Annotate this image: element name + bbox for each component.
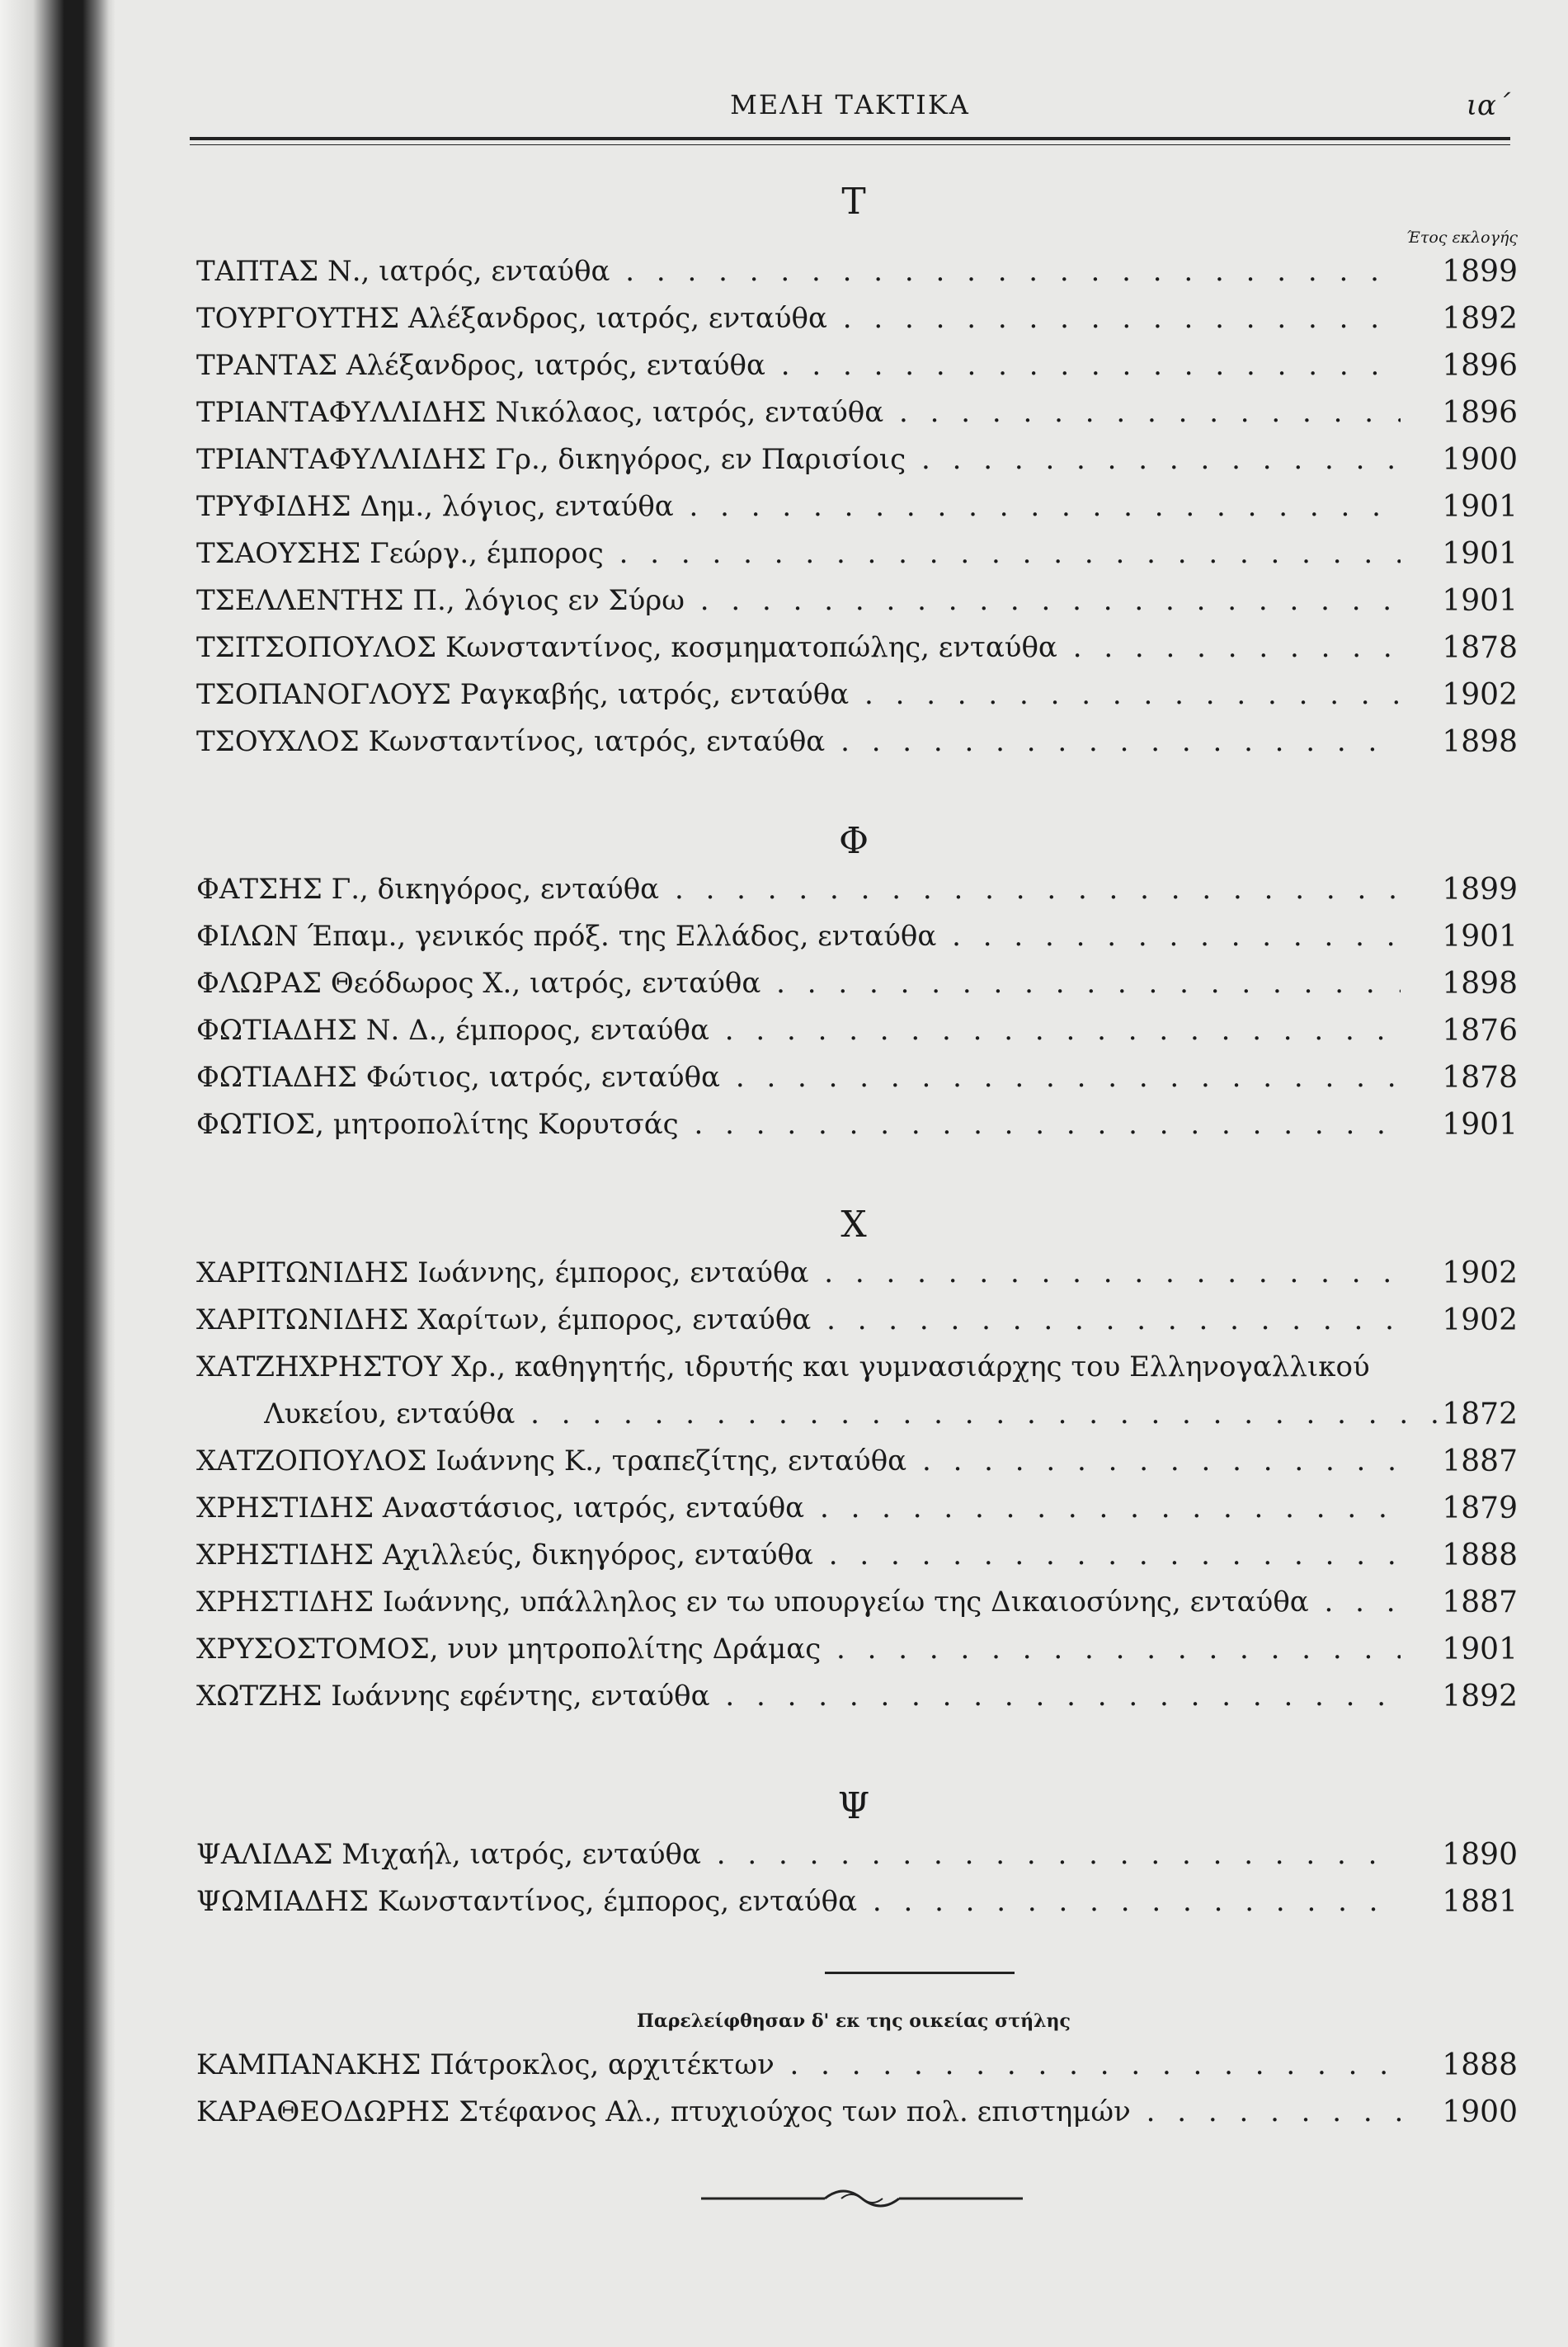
book-spine-shadow [0,0,115,2347]
page-number: ια΄ [1466,89,1510,122]
entry-year: 1901 [1442,584,1518,618]
entry-text: ΤΣΙΤΣΟΠΟΥΛΟΣ Κωνσταντίνος, κοσμηματοπώλης, ενταύθα . . . [196,624,1401,672]
list-item [190,530,1518,577]
entry-year: 1901 [1442,1108,1518,1142]
entry-text: ΤΡΥΦΙΔΗΣ Δημ., λόγιος, ενταύθα . . . [196,483,1401,530]
entry-text: ΨΑΛΙΔΑΣ Μιχαήλ, ιατρός, ενταύθα . . . [196,1831,1401,1878]
entry-text: ΧΑΡΙΤΩΝΙΔΗΣ Χαρίτων, έμπορος, ενταύθα . . . [196,1297,1401,1344]
entry-text: ΚΑΜΠΑΝΑΚΗΣ Πάτροκλος, αρχιτέκτων . . . [196,2042,1401,2089]
list-item [190,1438,1518,1485]
list-item [190,1673,1518,1720]
tailpiece-ornament [701,2186,1023,2211]
entry-year: 1872 [1442,1397,1518,1431]
list-item [190,1831,1518,1878]
section-divider [825,1972,1015,1974]
entry-text: ΧΩΤΖΗΣ Ιωάννης εφέντης, ενταύθα . . . [196,1673,1401,1720]
list-item [190,436,1518,483]
entry-text: ΧΡΗΣΤΙΔΗΣ Ιωάννης, υπάλληλος εν τω υπουργείω της Δικαιοσύνης, ενταύθα . . . [196,1579,1401,1626]
entry-year: 1878 [1442,631,1518,665]
list-item [190,1054,1518,1101]
entry-year: 1896 [1442,349,1518,383]
list-item [190,1878,1518,1925]
entry-year: 1879 [1442,1492,1518,1525]
entry-text: ΧΡΗΣΤΙΔΗΣ Αναστάσιος, ιατρός, ενταύθα . . . [196,1485,1401,1532]
list-item [190,1297,1518,1344]
list-item [190,248,1518,295]
section-psi [190,1782,1518,1925]
list-item [190,1007,1518,1054]
entry-year: 1899 [1442,873,1518,907]
section-letter: Φ [838,820,869,862]
entry-text: ΤΟΥΡΓΟΥΤΗΣ Αλέξανδρος, ιατρός, ενταύθα . . . [196,295,1401,342]
entry-text: ΧΡΥΣΟΣΤΟΜΟΣ, νυν μητροπολίτης Δράμας . . . [196,1626,1401,1673]
entry-year: 1902 [1442,1256,1518,1290]
list-item [190,1101,1518,1148]
list-item [190,1344,1518,1391]
entry-text: ΤΡΑΝΤΑΣ Αλέξανδρος, ιατρός, ενταύθα . . . [196,342,1401,389]
section-letter: Χ [841,1204,867,1246]
list-item [190,295,1518,342]
header-title: ΜΕΛΗ ΤΑΚΤΙΚΑ [730,89,970,120]
list-item [190,483,1518,530]
entry-text: ΧΑΤΖΟΠΟΥΛΟΣ Ιωάννης Κ., τραπεζίτης, ενταύθα . . . [196,1438,1401,1485]
entry-text: ΦΛΩΡΑΣ Θεόδωρος Χ., ιατρός, ενταύθα . . . [196,960,1401,1007]
entry-text: ΤΡΙΑΝΤΑΦΥΛΛΙΔΗΣ Νικόλαος, ιατρός, ενταύθα . . . [196,389,1401,436]
entry-year: 1901 [1442,1633,1518,1666]
list-item [190,389,1518,436]
header-double-rule [190,137,1510,145]
list-item [190,2089,1518,2136]
list-item [190,672,1518,719]
year-column-label: Έτος εκλογής [1406,229,1518,247]
entry-year: 1899 [1442,255,1518,289]
list-item [190,577,1518,624]
entry-text: ΤΡΙΑΝΤΑΦΥΛΛΙΔΗΣ Γρ., δικηγόρος, εν Παρισίοις . . . [196,436,1401,483]
entry-text: ΦΑΤΣΗΣ Γ., δικηγόρος, ενταύθα . . . [196,866,1401,913]
entry-text: ΧΡΗΣΤΙΔΗΣ Αχιλλεύς, δικηγόρος, ενταύθα . . . [196,1532,1401,1579]
entry-text: ΦΩΤΙΟΣ, μητροπολίτης Κορυτσάς . . . [196,1101,1401,1148]
list-item [190,1250,1518,1297]
section-tau [190,177,1518,766]
entry-text: ΦΩΤΙΑΔΗΣ Ν. Δ., έμπορος, ενταύθα . . . [196,1007,1401,1054]
list-item [190,342,1518,389]
entry-year: 1888 [1442,2048,1518,2082]
omitted-heading: Παρελείφθησαν δ' εκ της οικείας στήλης [637,2010,1071,2032]
entry-year: 1901 [1442,490,1518,524]
entry-text: ΤΣΟΥΧΛΟΣ Κωνσταντίνος, ιατρός, ενταύθα . . . [196,719,1401,766]
entry-year: 1896 [1442,396,1518,430]
entry-year: 1898 [1442,967,1518,1001]
list-item [190,2042,1518,2089]
section-letter: Ψ [837,1785,870,1827]
entry-year: 1876 [1442,1014,1518,1048]
entry-text: ΤΣΕΛΛΕΝΤΗΣ Π., λόγιος εν Σύρω . . . [196,577,1401,624]
entry-text: ΨΩΜΙΑΔΗΣ Κωνσταντίνος, έμπορος, ενταύθα . . . [196,1878,1401,1925]
list-item [190,913,1518,960]
entry-text: ΧΑΤΖΗΧΡΗΣΤΟΥ Χρ., καθηγητής, ιδρυτής και γυμνασιάρχης του Ελληνογαλλικού [196,1350,1370,1383]
entry-text: ΤΣΟΠΑΝΟΓΛΟΥΣ Ραγκαβής, ιατρός, ενταύθα . . . [196,672,1401,719]
entry-year: 1887 [1442,1586,1518,1619]
list-item [190,624,1518,672]
entry-year: 1890 [1442,1838,1518,1872]
running-header [190,89,1510,122]
entry-year: 1888 [1442,1539,1518,1572]
entry-text: ΧΑΡΙΤΩΝΙΔΗΣ Ιωάννης, έμπορος, ενταύθα . . . [196,1250,1401,1297]
entry-year: 1902 [1442,678,1518,712]
list-item-continuation [190,1391,1518,1438]
entry-year: 1902 [1442,1303,1518,1337]
entry-year: 1898 [1442,725,1518,759]
section-letter: Τ [841,181,866,223]
entry-year: 1878 [1442,1061,1518,1095]
entry-text: ΦΩΤΙΑΔΗΣ Φώτιος, ιατρός, ενταύθα . . . [196,1054,1401,1101]
list-item [190,1532,1518,1579]
list-item [190,1579,1518,1626]
entry-text: ΚΑΡΑΘΕΟΔΩΡΗΣ Στέφανος Αλ., πτυχιούχος των πολ. επιστημών . . . [196,2089,1401,2136]
entry-text: Λυκείου, ενταύθα . . . [264,1391,1468,1438]
entry-text: ΦΙΛΩΝ Έπαμ., γενικός πρόξ. της Ελλάδος, ενταύθα . . . [196,913,1401,960]
entry-year: 1887 [1442,1444,1518,1478]
omitted-entries [190,2042,1518,2136]
entry-year: 1892 [1442,1680,1518,1713]
list-item [190,1485,1518,1532]
list-item [190,719,1518,766]
entry-year: 1901 [1442,920,1518,954]
list-item [190,960,1518,1007]
entry-year: 1901 [1442,537,1518,571]
entry-year: 1900 [1442,443,1518,477]
section-phi [190,817,1518,1148]
entry-year: 1892 [1442,302,1518,336]
entry-text: ΤΑΠΤΑΣ Ν., ιατρός, ενταύθα . . . [196,248,1401,295]
list-item [190,866,1518,913]
entry-year: 1881 [1442,1885,1518,1919]
entry-text: ΤΣΑΟΥΣΗΣ Γεώργ., έμπορος . . . [196,530,1401,577]
entry-year: 1900 [1442,2095,1518,2129]
section-chi [190,1200,1518,1720]
list-item [190,1626,1518,1673]
